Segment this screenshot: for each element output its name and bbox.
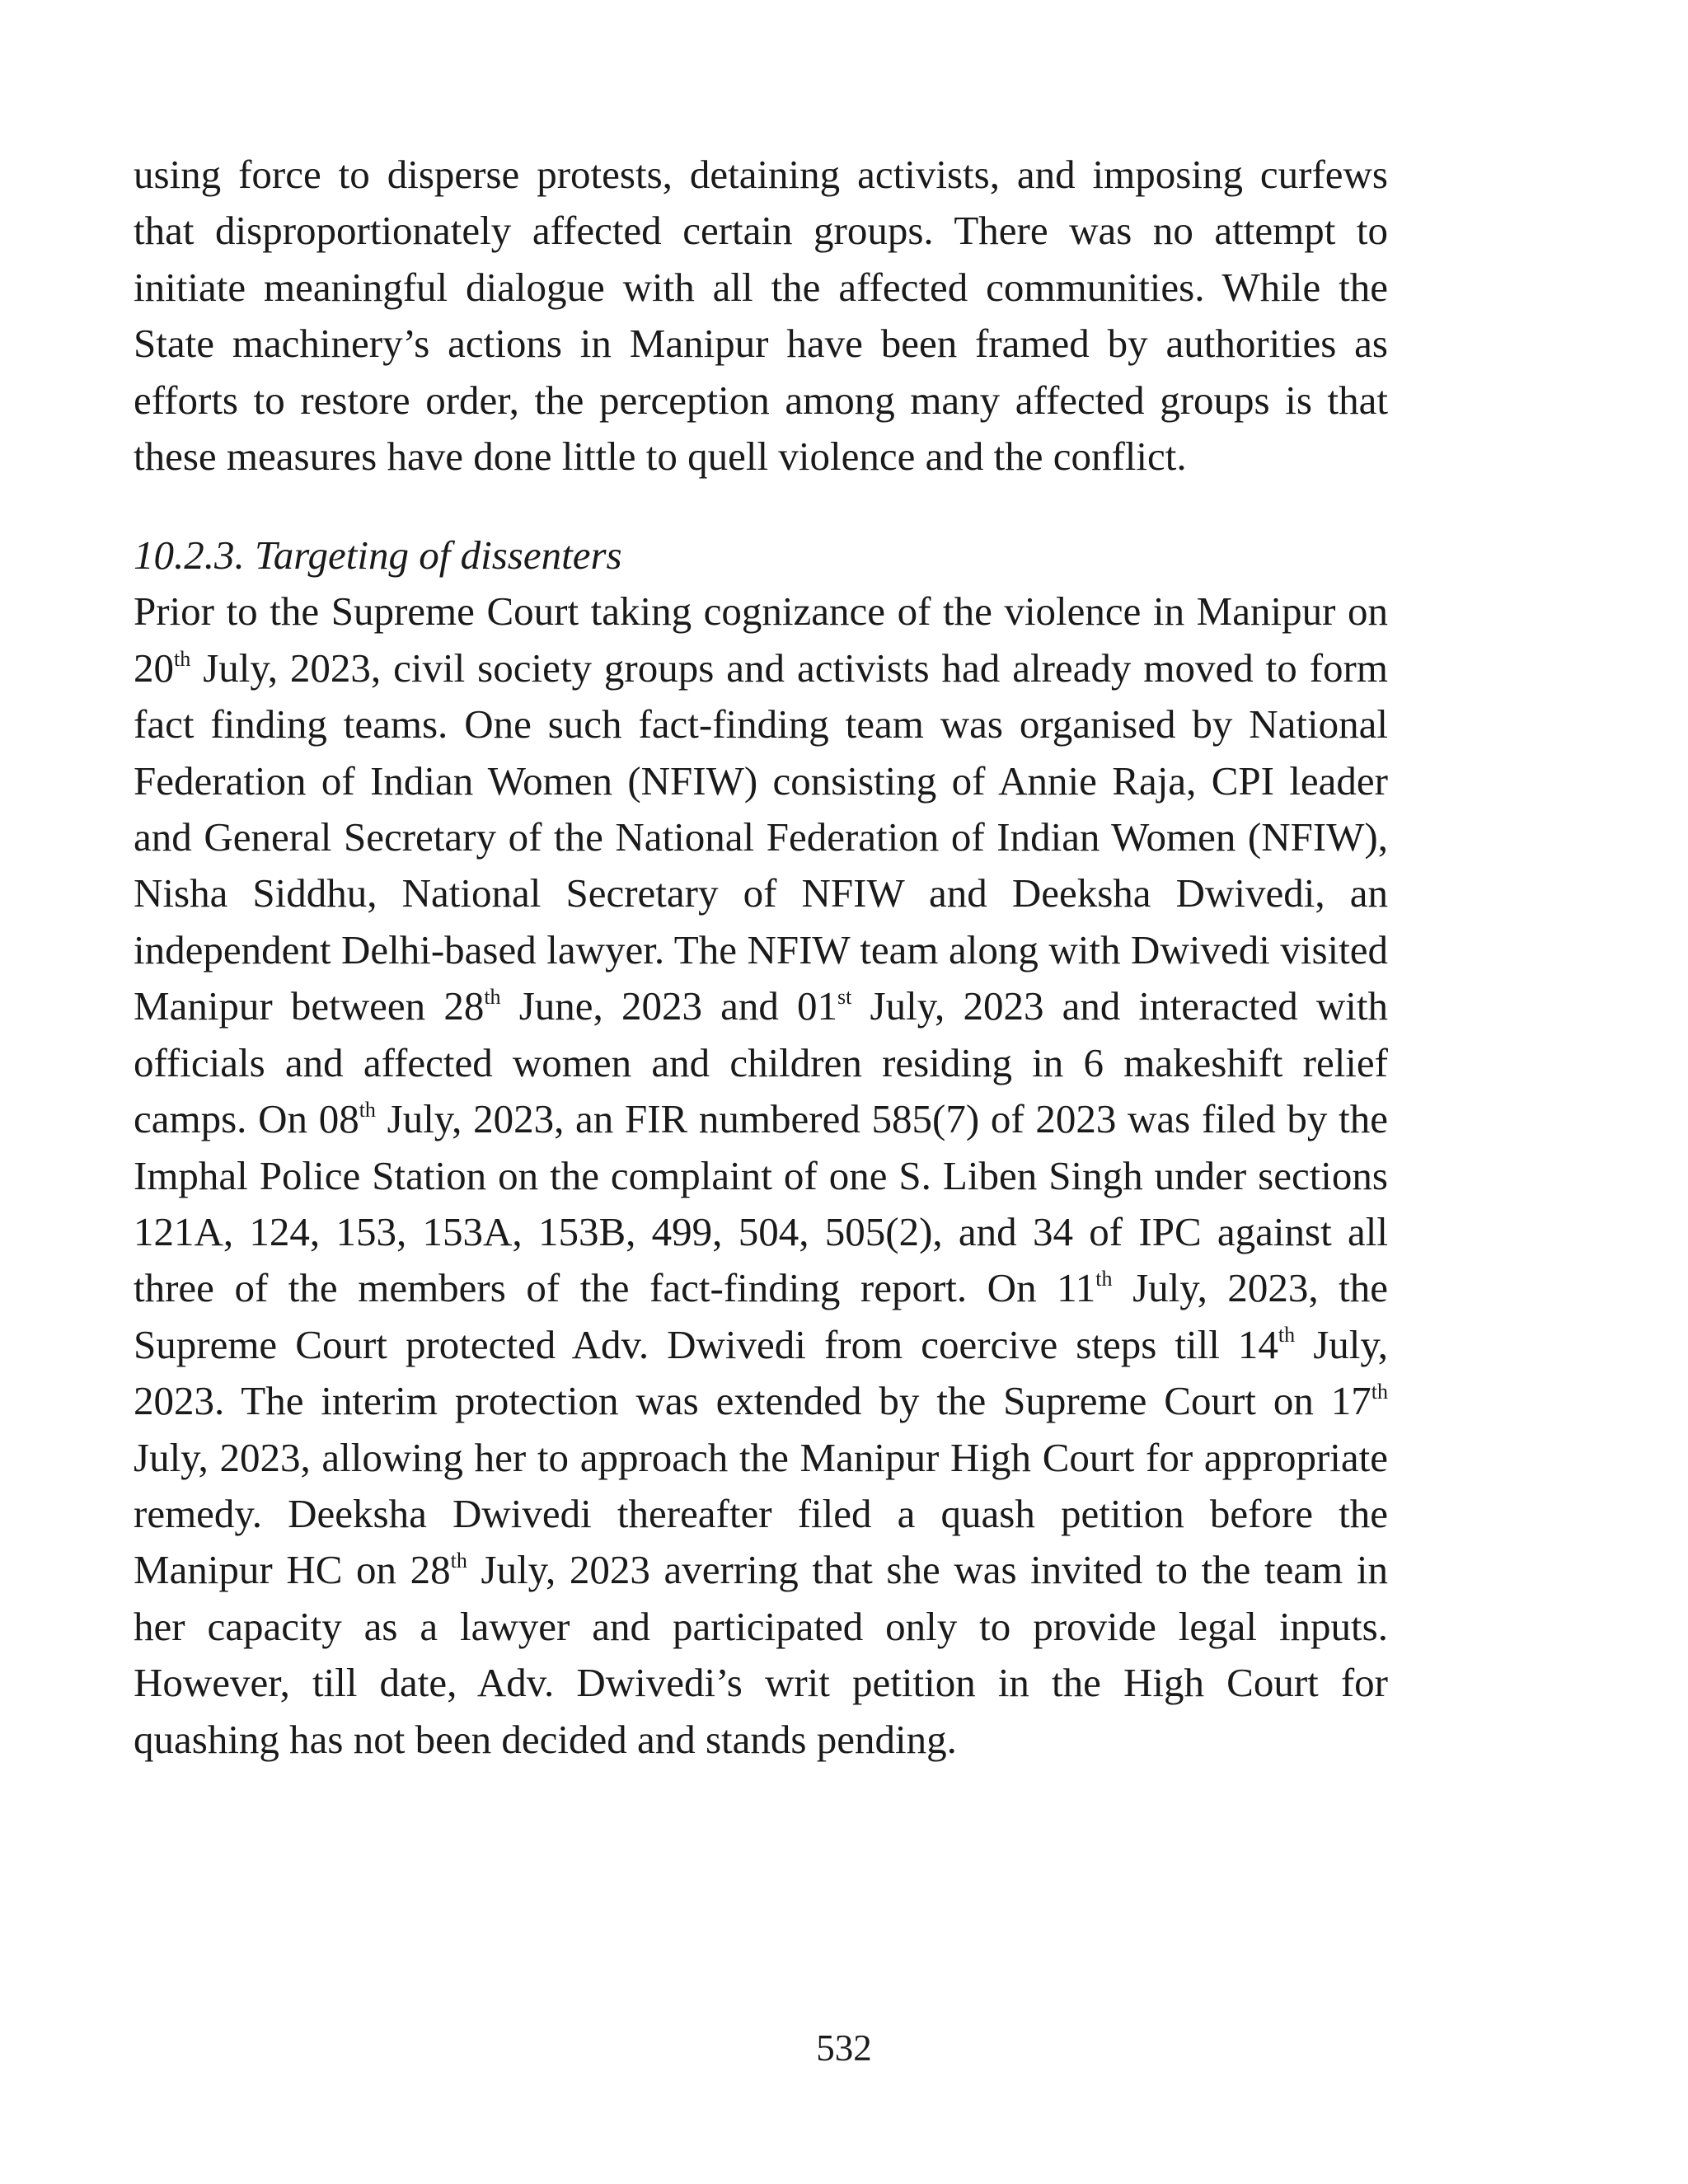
paragraph-text: July, 2023, civil society groups and activists had already moved to form fact finding teams. One such fact-finding team was organised by National Federation of Indian Women (NFIW) consisting of Annie Raja, CPI leader and General Secretary of the National Federation of Indian Women (NFIW), Nisha Siddhu, National Secretary of NFIW and Deeksha Dwivedi, an independent Delhi-based lawyer. The NFIW team along with Dwivedi visited Manipur between 28 <box>134 644 1388 1029</box>
ordinal-suffix: th <box>450 1549 467 1573</box>
page-number: 532 <box>816 2027 872 2069</box>
ordinal-suffix: th <box>1095 1266 1113 1291</box>
ordinal-suffix: th <box>1278 1323 1296 1347</box>
intro-paragraph: using force to disperse protests, detaining activists, and imposing curfews that disproportionately affected certain groups. There was no attempt to initiate meaningful dialogue with all the affected communities. While the State machinery’s actions in Manipur have been framed by authorities as efforts to restore order, the perception among many affected groups is that these measures have done little to quell violence and the conflict. <box>134 152 1388 480</box>
ordinal-suffix: th <box>484 984 501 1009</box>
paragraph-text: July, 2023, the Supreme Court protected Adv. Dwivedi from coercive steps till 14 <box>134 1265 1388 1367</box>
paragraph-text: July, 2023, an FIR numbered 585(7) of 2023 was filed by the Imphal Police Station on the complaint of one S. Liben Singh under sections 121A, 124, 153, 153A, 153B, 499, 504, 505(2), and 34 of IPC against all three of the members of the fact-finding report. On 11 <box>134 1096 1388 1311</box>
ordinal-suffix: th <box>1371 1379 1388 1404</box>
paragraph-text: July, 2023 averring that she was invited to the team in her capacity as a lawyer and participated only to provide legal inputs. However, till date, Adv. Dwivedi’s writ petition in the High Court for quashing has not been decided and stands pending. <box>134 1547 1388 1762</box>
paragraph-text: Prior to the Supreme Court taking cognizance of the violence in Manipur on 20 <box>134 588 1388 691</box>
paragraph-text: July, 2023. The interim protection was extended by the Supreme Court on 17 <box>134 1321 1388 1424</box>
ordinal-suffix: st <box>837 984 852 1009</box>
paragraph-text: June, 2023 and 01 <box>500 983 838 1029</box>
section-paragraph <box>134 583 1388 1768</box>
paragraph-text: July, 2023 and interacted with officials and affected women and children residing in 6 makeshift relief camps. On 08 <box>134 983 1388 1142</box>
page-body <box>134 147 1388 1768</box>
section-heading: 10.2.3. Targeting of dissenters <box>134 532 622 579</box>
ordinal-suffix: th <box>174 646 191 671</box>
ordinal-suffix: th <box>359 1097 376 1122</box>
paragraph-text: July, 2023, allowing her to approach the Manipur High Court for appropriate remedy. Deeksha Dwivedi thereafter filed a quash petition before the Manipur HC on 28 <box>134 1434 1388 1593</box>
